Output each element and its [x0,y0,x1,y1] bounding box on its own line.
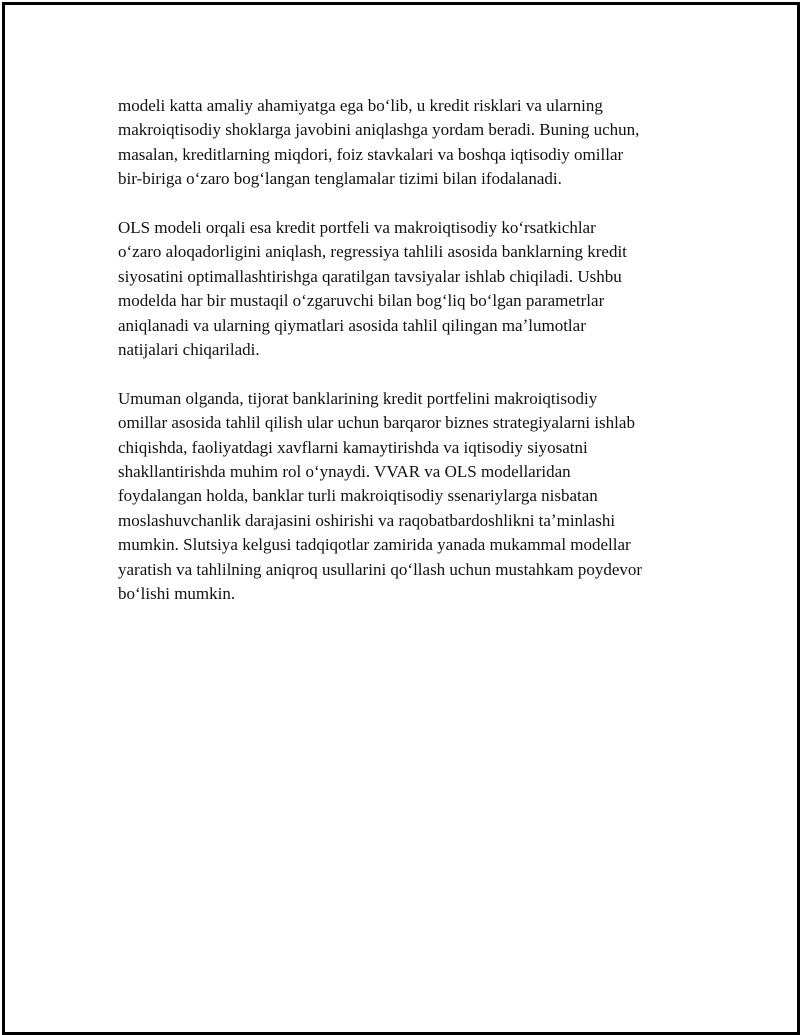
text-line: foydalangan holda, banklar turli makroiqtisodiy ssenariylarga nisbatan [118,486,598,506]
text-line: masalan, kreditlarning miqdori, foiz stavkalari va boshqa iqtisodiy omillar [118,144,624,164]
text-line: shakllantirishda muhim rol oʻynaydi. VVAR va OLS modellaridan [118,462,571,482]
paragraph-1 [118,94,688,192]
text-line: modelda har bir mustaqil oʻzgaruvchi bilan bogʻliq boʻlgan parametrlar [118,291,605,311]
text-line: yaratish va tahlilning aniqroq usullarini qoʻllash uchun mustahkam poydevor [118,559,643,579]
paragraph-3 [118,387,688,607]
text-line: bir-biriga oʻzaro bogʻlangan tenglamalar tizimi bilan ifodalanadi. [118,169,562,189]
text-line: makroiqtisodiy shoklarga javobini aniqlashga yordam beradi. Buning uchun, [118,120,640,140]
paragraph-2 [118,216,688,362]
text-line: oʻzaro aloqadorligini aniqlash, regressiya tahlili asosida banklarning kredit [118,242,627,262]
text-line: natijalari chiqariladi. [118,340,260,360]
text-line: siyosatini optimallashtirishga qaratilgan tavsiyalar ishlab chiqiladi. Ushbu [118,266,622,286]
text-line: mumkin. Slutsiya kelgusi tadqiqotlar zamirida yanada mukammal modellar [118,535,631,555]
text-line: OLS modeli orqali esa kredit portfeli va makroiqtisodiy koʻrsatkichlar [118,218,596,238]
text-line: boʻlishi mumkin. [118,584,236,604]
text-line: omillar asosida tahlil qilish ular uchun barqaror biznes strategiyalarni ishlab [118,413,635,433]
text-line: modeli katta amaliy ahamiyatga ega boʻlib, u kredit risklari va ularning [118,96,603,115]
text-line: chiqishda, faoliyatdagi xavflarni kamaytirishda va iqtisodiy siyosatni [118,437,588,457]
text-line: moslashuvchanlik darajasini oshirishi va raqobatbardoshlikni taʼminlashi [118,510,616,530]
document-body [118,94,688,631]
text-line: aniqlanadi va ularning qiymatlari asosida tahlil qilingan maʼlumotlar [118,315,586,335]
text-line: Umuman olganda, tijorat banklarining kredit portfelini makroiqtisodiy [118,388,598,408]
